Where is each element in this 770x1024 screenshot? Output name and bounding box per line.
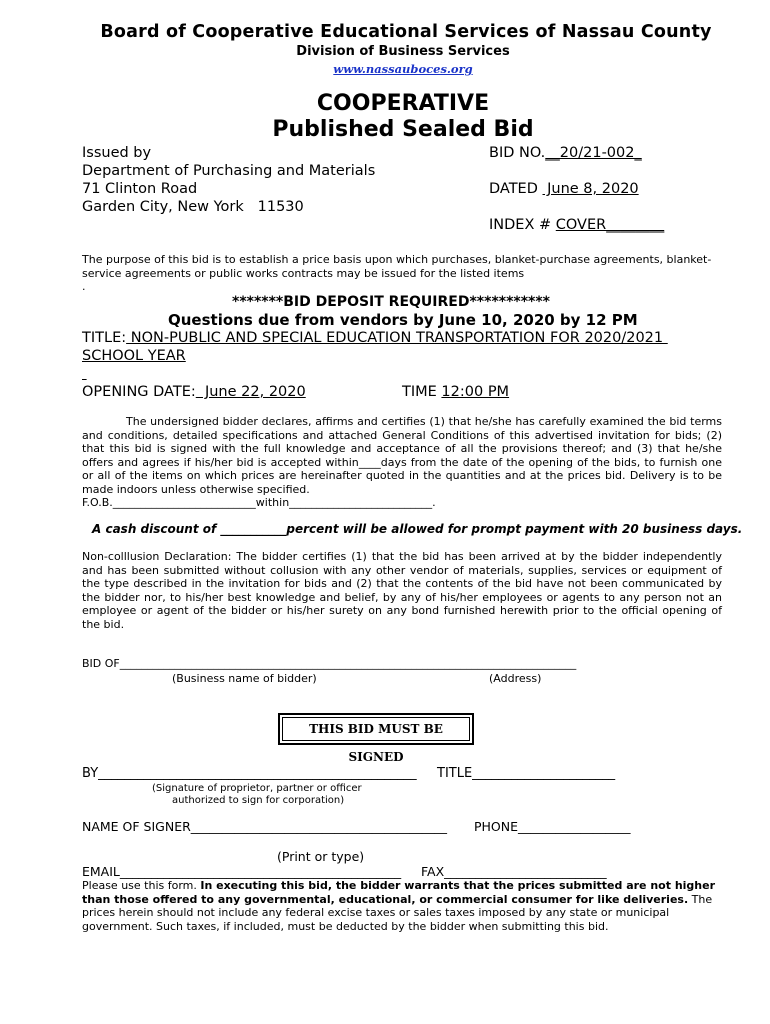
purpose-text: The purpose of this bid is to establish a price basis upon which purchases, blanket-purchase agreements, blanket-service agreements or public works contracts may be issued for the listed items: [82, 253, 712, 280]
must-be-signed-box: THIS BID MUST BE SIGNED: [278, 713, 474, 745]
cash-discount-line: A cash discount of ___________percent will be allowed for prompt payment with 20 business days.: [92, 522, 743, 536]
bid-number-value: __20/21-002_: [545, 145, 642, 161]
title-field[interactable]: TITLE______________________: [437, 766, 616, 781]
division-title: Division of Business Services: [296, 44, 510, 59]
index-label: INDEX #: [489, 217, 552, 233]
questions-deadline: Questions due from vendors by June 10, 2020 by 12 PM: [168, 311, 638, 329]
dated-value: June 8, 2020: [542, 181, 639, 197]
bid-title-blank-line: [82, 366, 87, 382]
bidder-declaration: The undersigned bidder declares, affirms and certifies (1) that he/she has carefully examined the bid terms and conditions, detailed specifications and attached General Conditions of this advertised invitation for bids; (2) that this bid is signed with the full knowledge and acceptance of all the provisions thereof; and (3) that he/she offers and agrees if his/her bid is accepted within____days from the date of the opening of the bids, to furnish one or all of the items on which prices are hereinafter quoted in the quantities and at the prices bid. Delivery is to be made indoors unless otherwise specified.: [82, 415, 722, 496]
address-caption: (Address): [489, 672, 542, 685]
issuer-address-line2: Garden City, New York 11530: [82, 199, 304, 215]
bid-deposit-notice: *******BID DEPOSIT REQUIRED***********: [232, 294, 551, 310]
opening-time-value: 12:00 PM: [441, 384, 510, 400]
signer-name-field[interactable]: NAME OF SIGNER_________________________________________: [82, 819, 448, 834]
fob-line: F.O.B.__________________________within__________________________.: [82, 496, 436, 509]
bid-title-label: TITLE:: [82, 330, 127, 346]
bid-index: [489, 217, 664, 233]
bid-title-line1: [82, 330, 668, 346]
signature-field[interactable]: BY_________________________________________________: [82, 766, 417, 781]
opening-date: [82, 384, 306, 400]
issuer-department: Department of Purchasing and Materials: [82, 163, 376, 179]
website-link[interactable]: www.nassauboces.org: [333, 62, 473, 76]
bid-title-text1: NON-PUBLIC AND SPECIAL EDUCATION TRANSPORTATION FOR 2020/2021: [126, 330, 668, 346]
signature-caption-line2: authorized to sign for corporation): [172, 795, 345, 806]
footer-bold: In executing this bid, the bidder warrants that the prices submitted are not higher than those offered to any governmental, educational, or commercial consumer for like deliveries.: [82, 879, 716, 906]
purpose-dot: .: [82, 280, 86, 293]
footer-warranty-text: [82, 879, 722, 933]
phone-field[interactable]: PHONE__________________: [474, 819, 631, 834]
fax-field[interactable]: FAX__________________________: [421, 864, 607, 879]
opening-time-label: TIME: [402, 384, 437, 400]
website-link-wrap: [0, 62, 770, 76]
bid-title-line2: SCHOOL YEAR: [82, 348, 186, 364]
issuer-address-line1: 71 Clinton Road: [82, 181, 198, 197]
doc-title-sealed-bid: Published Sealed Bid: [272, 117, 534, 142]
opening-date-label: OPENING DATE:: [82, 384, 196, 400]
opening-time: [402, 384, 509, 400]
bid-dated: [489, 181, 639, 197]
footer-lead: Please use this form.: [82, 879, 201, 892]
bid-number-label: BID NO.: [489, 145, 546, 161]
org-title: Board of Cooperative Educational Services of Nassau County: [100, 22, 712, 42]
opening-date-value: June 22, 2020: [195, 384, 306, 400]
signature-caption-line1: (Signature of proprietor, partner or officer: [152, 783, 362, 794]
footer-rest: The prices herein should not include any federal excise taxes or sales taxes imposed by any state or municipal government. Such taxes, if included, must be deducted by the bidder when submitting this bid.: [82, 892, 713, 933]
non-collusion-declaration: Non-colllusion Declaration: The bidder certifies (1) that the bid has been arrived at by the bidder independently and has been submitted without collusion with any other vendor of materials, supplies, services or equipment of the type described in the invitation for bids and (2) that the contents of the bid have not been communicated by the bidder nor, to his/her best knowledge and belief, by any of his/her employees or agents to any person not an employee or agent of the bidder or his/her surety on any bond furnished herewith prior to the official opening of the bid.: [82, 550, 722, 631]
bid-number: [489, 145, 642, 161]
issued-by-label: Issued by: [82, 145, 152, 161]
print-caption: (Print or type): [277, 849, 365, 864]
email-field[interactable]: EMAIL_____________________________________________: [82, 864, 402, 879]
business-name-caption: (Business name of bidder): [172, 672, 317, 685]
index-value: COVER________: [555, 217, 665, 233]
bid-of-field[interactable]: BID OF___________________________________________________________________________________: [82, 657, 577, 670]
doc-title-cooperative: COOPERATIVE: [316, 91, 490, 116]
dated-label: DATED: [489, 181, 538, 197]
